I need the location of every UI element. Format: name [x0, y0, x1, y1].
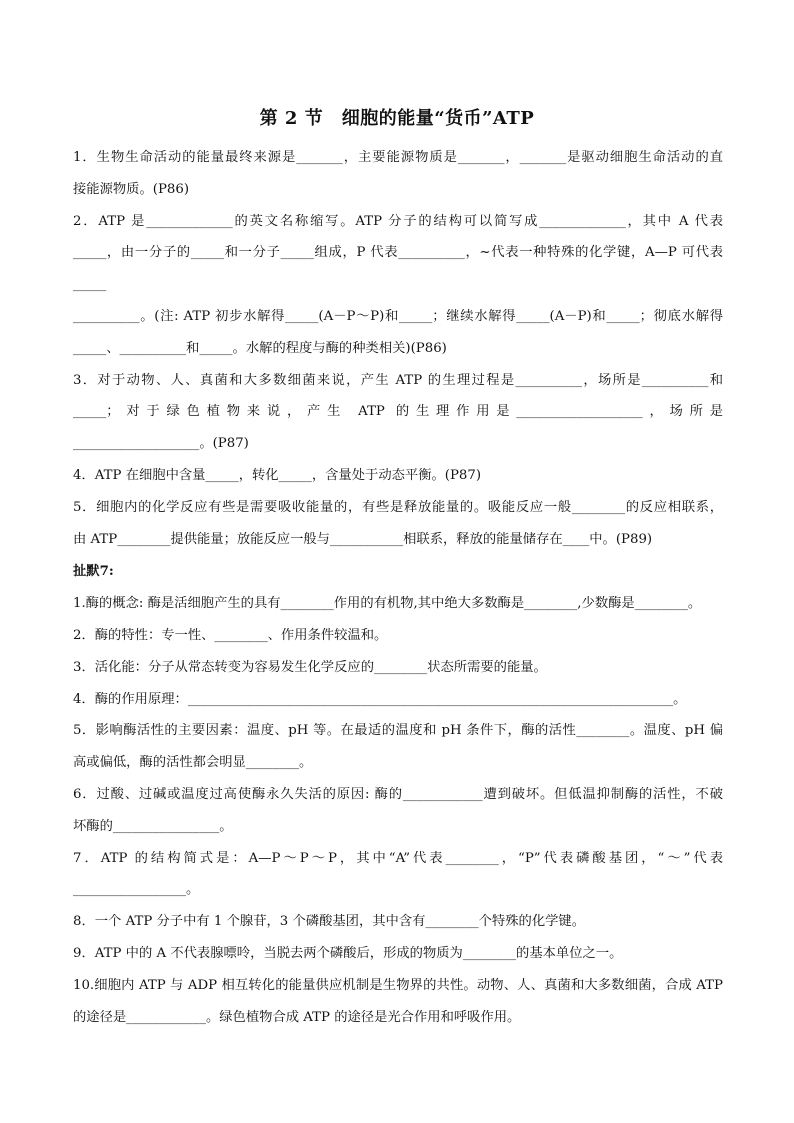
text-line: 坏酶的________________。	[73, 819, 233, 834]
text-line: 高或偏低，酶的活性都会明显________。	[73, 755, 313, 770]
text-line: _____，由一分子的_____和一分子_____组成，P 代表__________，~代表一种特殊的化学键，A—P 可代表	[73, 245, 723, 260]
text-line: 6．过酸、过碱或温度过高使酶永久失活的原因: 酶的____________遭到破坏。但低温抑制酶的活性，不破	[73, 787, 723, 802]
page-title: 第 2 节 细胞的能量“货币”ATP	[259, 108, 535, 129]
text-line: ___________________。(P87)	[73, 436, 249, 451]
text-line: 4．酶的作用原理：_________________________________________________________________________。	[73, 692, 687, 707]
text-line: 2．酶的特性：专一性、________、作用条件较温和。	[73, 628, 388, 643]
text-line: 2．ATP 是_____________的英文名称缩写。ATP 分子的结构可以简写成_____________，其中 A 代表	[73, 214, 723, 229]
text-line: _____、__________和_____。水解的程度与酶的种类相关)(P86)	[73, 341, 447, 356]
text-line: _____	[73, 277, 107, 292]
text-line: 4．ATP 在细胞中含量_____，转化_____，含量处于动态平衡。(P87)	[73, 468, 482, 483]
text-line: 的途径是____________。绿色植物合成 ATP 的途径是光合作用和呼吸作用。	[73, 1010, 521, 1025]
text-line: __________。(注: ATP 初步水解得_____(A－P～P)和_____；继续水解得_____(A－P)和_____；彻底水解得	[73, 309, 723, 324]
text-line: 7．ATP 的结构简式是：A—P～P～P，其中“A”代表________，“P”代表磷酸基团，“～”代表	[73, 851, 723, 866]
section-heading: 扯默7:	[73, 564, 114, 579]
text-line: 1.酶的概念: 酶是活细胞产生的具有________作用的有机物,其中绝大多数酶是________,少数酶是________。	[73, 596, 702, 611]
text-line: 接能源物质。(P86)	[73, 182, 190, 197]
text-line: 5．细胞内的化学反应有些是需要吸收能量的，有些是释放能量的。吸能反应一般________的反应相联系，	[73, 500, 723, 515]
text-line: 由 ATP________提供能量；放能反应一般与___________相联系，释放的能量储存在____中。(P89)	[73, 532, 653, 547]
text-line: 10.细胞内 ATP 与 ADP 相互转化的能量供应机制是生物界的共性。动物、人、真菌和大多数细菌，合成 ATP	[73, 978, 723, 993]
text-line: 9．ATP 中的 A 不代表腺嘌呤，当脱去两个磷酸后，形成的物质为________的基本单位之一。	[73, 946, 623, 961]
text-line: _________________。	[73, 882, 200, 897]
text-line: 1．生物生命活动的能量最终来源是_______，主要能源物质是_______，_______是驱动细胞生命活动的直	[73, 150, 723, 165]
text-line: 5．影响酶活性的主要因素：温度、pH 等。在最适的温度和 pH 条件下，酶的活性________。温度、pH 偏	[73, 723, 723, 738]
text-line: 3．活化能：分子从常态转变为容易发生化学反应的________状态所需要的能量。	[73, 660, 547, 675]
text-line: 3．对于动物、人、真菌和大多数细菌来说，产生 ATP 的生理过程是__________，场所是__________和	[73, 373, 723, 388]
text-line: 8．一个 ATP 分子中有 1 个腺苷，3 个磷酸基团，其中含有________个特殊的化学键。	[73, 914, 586, 929]
text-line: _____；对于绿色植物来说，产生 ATP 的生理作用是___________________，场所是	[73, 404, 723, 419]
